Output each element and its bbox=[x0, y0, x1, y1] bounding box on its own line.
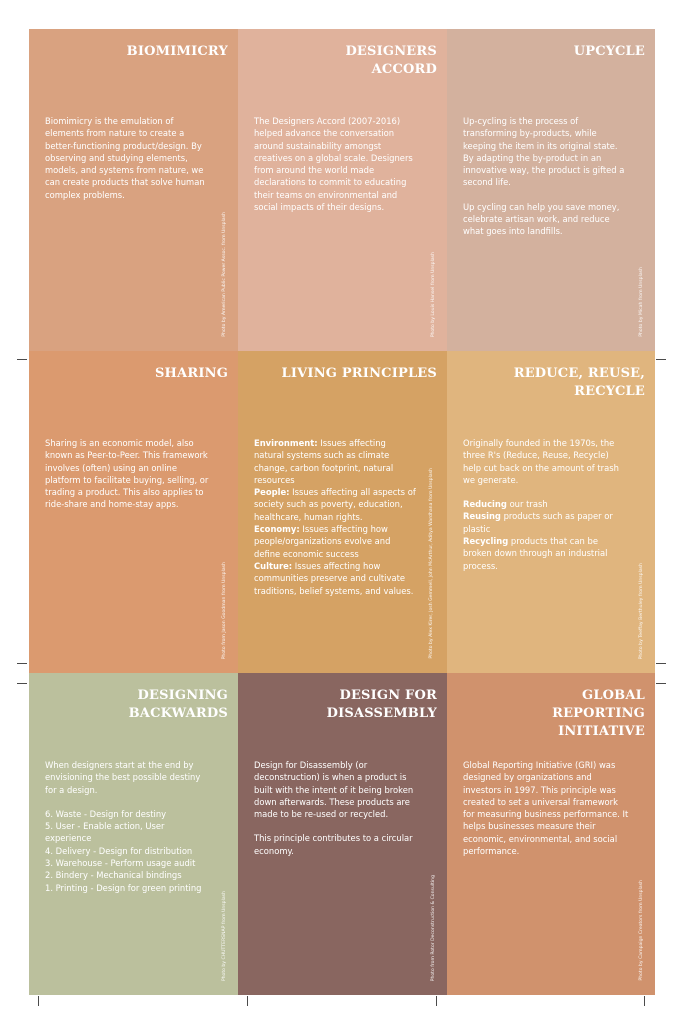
list-item: 2. Bindery - Mechanical bindings bbox=[45, 870, 182, 881]
card-living-principles bbox=[238, 351, 447, 673]
card-title: UPCYCLE bbox=[573, 44, 645, 59]
card-global-reporting-initiative bbox=[447, 673, 655, 995]
card-body bbox=[45, 437, 212, 523]
item-label: Recycling bbox=[463, 536, 509, 547]
photo-credit: Photo from Rotor Deconstruction & Consulting bbox=[431, 874, 436, 981]
item-label: Reducing bbox=[463, 499, 507, 510]
item-label: Economy: bbox=[254, 524, 300, 535]
item-text: Issues affecting how communities preserve and cultivate traditions, belief systems, and values. bbox=[254, 560, 414, 596]
card-text: Sharing is an economic model, also known as Peer-to-Peer. This framework involves (often) using an online platform to facilitate buying, selling, or trading a product. This also applies to ride-share and home-stay apps. bbox=[45, 438, 209, 510]
card-body bbox=[463, 115, 629, 250]
item-text: products such as paper or plastic bbox=[463, 511, 613, 534]
photo-credit: Photo by CHUTTERSNAP from Unsplash bbox=[222, 890, 227, 981]
card-title: GLOBAL REPORTING INITIATIVE bbox=[552, 688, 645, 739]
item-text: Issues affecting how people/organizations evolve and define economic success bbox=[254, 524, 391, 559]
list-item bbox=[254, 486, 417, 523]
list-item: 3. Warehouse - Perform usage audit bbox=[45, 858, 196, 869]
card-text: Up-cycling is the process of transforming by-products, while keeping the item in its original state. By adapting the by-product in an innovative way, the product is gifted a second life. bbox=[463, 116, 625, 188]
card-designing-backwards bbox=[29, 673, 238, 995]
crop-mark bbox=[17, 683, 27, 684]
crop-mark bbox=[247, 996, 248, 1006]
card-title: LIVING PRINCIPLES bbox=[281, 366, 437, 381]
item-text: our trash bbox=[509, 499, 548, 510]
list-item bbox=[463, 498, 629, 510]
card-text: Biomimicry is the emulation of elements from nature to create a better-functioning product/design. By observing and studying elements, models, and systems from nature, we can create products that solve human complex problems. bbox=[45, 116, 205, 200]
card-text: Global Reporting Initiative (GRI) was designed by organizations and investors in 1997. This principle was created to set a universal framework for measuring business performance. It helps businesses measure their economic, environmental, and social performance. bbox=[463, 760, 629, 857]
item-label: Environment: bbox=[254, 438, 318, 448]
photo-credit: Photo by Teeffay Berthuley from Unsplash bbox=[639, 562, 644, 659]
card-text: This principle contributes to a circular economy. bbox=[254, 833, 413, 856]
card-reduce-reuse-recycle bbox=[447, 351, 655, 673]
crop-mark bbox=[656, 359, 666, 360]
crop-mark bbox=[436, 996, 437, 1006]
list-item: 6. Waste - Design for destiny bbox=[45, 808, 167, 819]
card-text: Design for Disassembly (or deconstruction) is when a product is built with the intent of it being broken down afterwards. These products are made to be re-used or recycled. bbox=[254, 760, 414, 820]
card-body bbox=[463, 437, 629, 572]
crop-mark bbox=[17, 359, 27, 360]
item-text: Issues affecting all aspects of society such as poverty, education, healthcare, human rights. bbox=[254, 487, 416, 522]
card-title: DESIGNING BACKWARDS bbox=[128, 688, 228, 721]
list-item bbox=[463, 510, 629, 535]
item-label: People: bbox=[254, 487, 290, 498]
item-text: Issues affecting natural systems such as climate change, carbon footprint, natural resources bbox=[254, 438, 394, 485]
photo-credit: Photo by Micah from Unsplash bbox=[639, 267, 644, 337]
card-designers-accord bbox=[238, 29, 447, 351]
photo-credit: Photo by Louis Hansel from Unsplash bbox=[431, 251, 436, 337]
card-text: The Designers Accord (2007-2016) helped advance the conversation around sustainability amongst creatives on a global scale. Designers from around the world made declarations to commit to educating their teams on environmental and social impacts of their designs. bbox=[254, 116, 413, 213]
card-body bbox=[45, 115, 212, 213]
card-title: BIOMIMICRY bbox=[126, 44, 228, 59]
photo-credit bbox=[429, 468, 435, 659]
item-label: Reusing bbox=[463, 511, 501, 522]
photo-credit: Photo from Jason Goodman from Unsplash bbox=[222, 561, 227, 659]
card-body bbox=[254, 759, 421, 869]
card-upcycle bbox=[447, 29, 655, 351]
crop-mark bbox=[644, 996, 645, 1006]
card-body bbox=[254, 437, 417, 597]
photo-credit: Photo by Campaign Creators from Unsplash bbox=[639, 880, 644, 981]
card-body bbox=[463, 759, 629, 869]
list-item bbox=[463, 535, 629, 572]
item-text: products that can be broken down through an industrial process. bbox=[463, 536, 608, 571]
card-title: DESIGN FOR DISASSEMBLY bbox=[326, 688, 437, 721]
list-item bbox=[254, 437, 417, 486]
list-item: 1. Printing - Design for green printing bbox=[45, 882, 202, 893]
list-item bbox=[254, 523, 417, 560]
card-title: DESIGNERS ACCORD bbox=[345, 44, 437, 77]
item-label: Culture: bbox=[254, 560, 293, 571]
credit-line: John McArthur, Aditya Wardhana from Unsplash bbox=[429, 468, 434, 578]
card-design-for-disassembly bbox=[238, 673, 447, 995]
card-biomimicry bbox=[29, 29, 238, 351]
card-body bbox=[254, 115, 421, 225]
card-title: REDUCE, REUSE, RECYCLE bbox=[513, 366, 645, 399]
card-text: Up cycling can help you save money, celebrate artisan work, and reduce what goes into landfills. bbox=[463, 201, 620, 237]
card-title: SHARING bbox=[154, 366, 228, 381]
card-sharing bbox=[29, 351, 238, 673]
crop-mark bbox=[656, 683, 666, 684]
list-item: 5. User - Enable action, User experience bbox=[45, 821, 165, 844]
list-item: 4. Delivery - Design for distribution bbox=[45, 845, 193, 856]
crop-mark bbox=[17, 663, 27, 664]
principles-grid bbox=[29, 29, 655, 995]
crop-mark bbox=[656, 663, 666, 664]
list-item bbox=[254, 560, 417, 597]
card-text: Originally founded in the 1970s, the three R's (Reduce, Reuse, Recycle) help cut back on the amount of trash we generate. bbox=[463, 438, 619, 485]
photo-credit: Photo by American Public Power Assoc. from Unsplash bbox=[222, 212, 227, 337]
card-text: When designers start at the end by envisioning the best possible destiny for a design. bbox=[45, 760, 201, 795]
credit-line: Photo by Alex Kirer, Josh Gemmell, bbox=[429, 579, 434, 659]
card-body bbox=[45, 759, 212, 894]
crop-mark bbox=[38, 996, 39, 1006]
